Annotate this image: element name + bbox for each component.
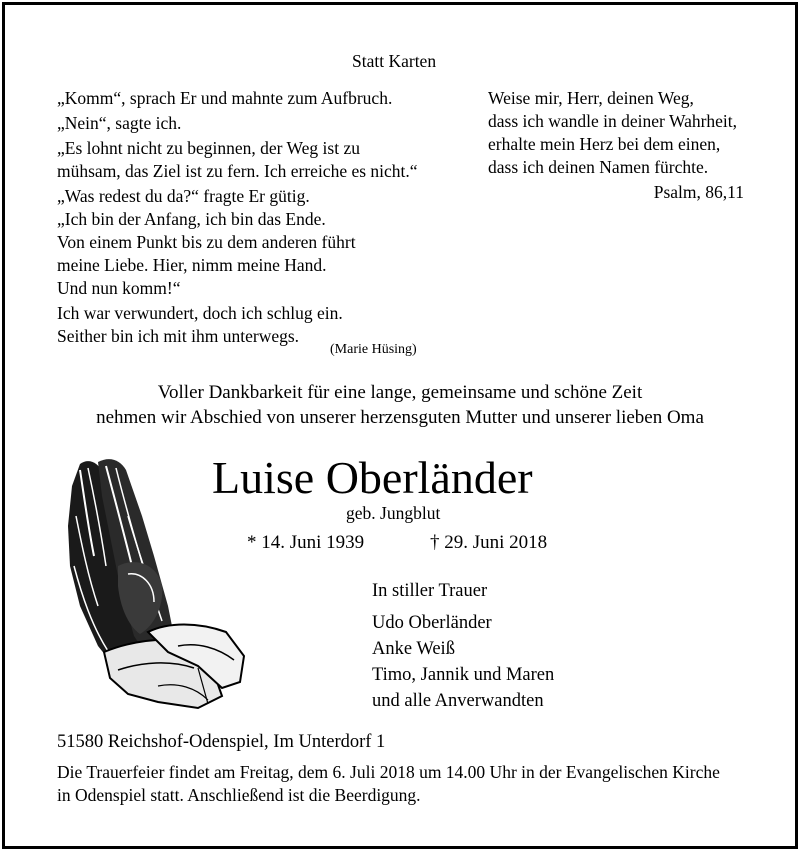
poem-line: Ich war verwundert, doch ich schlug ein. — [57, 303, 343, 323]
poem-line: Und nun komm!“ — [57, 278, 181, 298]
death-date: † 29. Juni 2018 — [430, 532, 548, 553]
poem-line: mühsam, das Ziel ist zu fern. Ich erreiche es nicht.“ — [57, 161, 418, 181]
intro-line: Voller Dankbarkeit für eine lange, gemeinsame und schöne Zeit — [157, 382, 643, 403]
mourners-heading: In stiller Trauer — [372, 581, 488, 601]
maiden-name: geb. Jungblut — [346, 503, 441, 523]
service-info — [57, 761, 720, 807]
poem-line: meine Liebe. Hier, nimm meine Hand. — [57, 255, 327, 275]
poem-line: Von einem Punkt bis zu dem anderen führt — [57, 232, 356, 252]
poem-line: „Was redest du da?“ fragte Er gütig. — [57, 186, 310, 206]
birth-date: * 14. Juni 1939 — [247, 532, 365, 553]
mourner-name: Udo Oberländer — [372, 613, 492, 633]
psalm-line: Weise mir, Herr, deinen Weg, — [488, 88, 694, 108]
mourner-name: Anke Weiß — [372, 639, 455, 659]
poem-author: (Marie Hüsing) — [330, 342, 417, 357]
poem-line: „Nein“, sagte ich. — [57, 113, 182, 133]
psalm-line: dass ich deinen Namen fürchte. — [488, 157, 709, 177]
poem-line: „Es lohnt nicht zu beginnen, der Weg ist zu — [57, 138, 360, 158]
poem — [57, 87, 418, 348]
intro-text — [0, 380, 800, 430]
mourner-name: Timo, Jannik und Maren — [372, 665, 555, 685]
mourner-name: und alle Anverwandten — [372, 691, 544, 711]
psalm — [488, 87, 737, 179]
service-line: in Odenspiel statt. Anschließend ist die Beerdigung. — [57, 785, 421, 805]
mourners-list — [372, 610, 554, 714]
service-line: Die Trauerfeier findet am Freitag, dem 6. Juli 2018 um 14.00 Uhr in der Evangelischen Kirche — [57, 762, 720, 782]
psalm-line: erhalte mein Herz bei dem einen, — [488, 134, 721, 154]
psalm-line: dass ich wandle in deiner Wahrheit, — [488, 111, 738, 131]
address: 51580 Reichshof-Odenspiel, Im Unterdorf 1 — [57, 732, 386, 752]
deceased-name: Luise Oberländer — [212, 452, 533, 503]
poem-line: „Ich bin der Anfang, ich bin das Ende. — [57, 209, 326, 229]
poem-line: „Komm“, sprach Er und mahnte zum Aufbruch. — [57, 88, 393, 108]
intro-line: nehmen wir Abschied von unserer herzensguten Mutter und unserer lieben Oma — [96, 407, 704, 428]
header-title: Statt Karten — [352, 51, 437, 71]
poem-line: Seither bin ich mit ihm unterwegs. — [57, 326, 300, 346]
psalm-reference: Psalm, 86,11 — [653, 182, 744, 202]
